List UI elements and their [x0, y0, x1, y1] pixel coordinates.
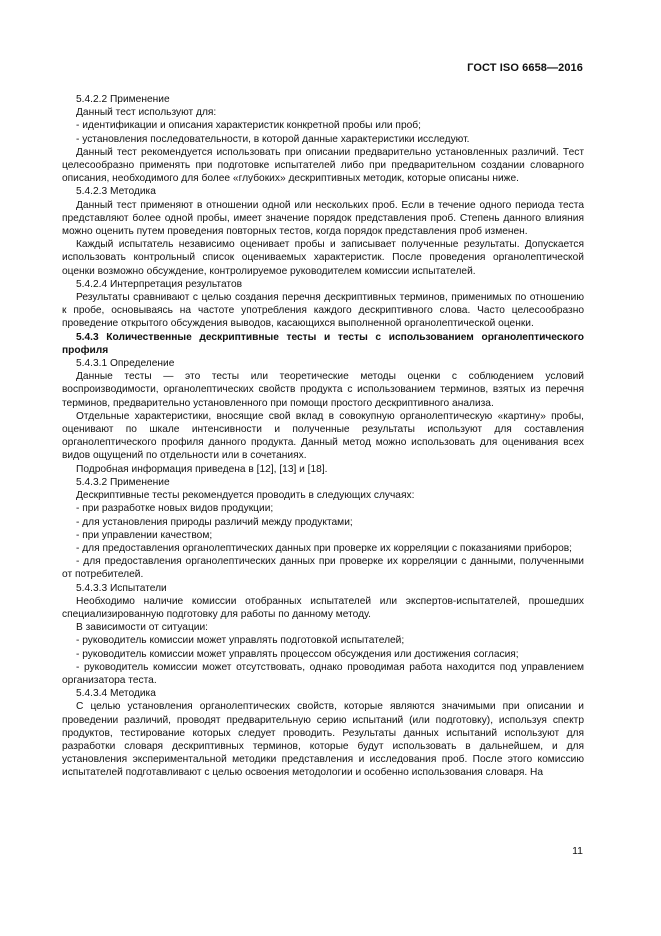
list-item: - идентификации и описания характеристик конкретной пробы или проб; — [76, 120, 421, 132]
document-body — [62, 93, 584, 780]
section-heading: 5.4.3.4 Методика — [76, 688, 156, 700]
paragraph: Подробная информация приведена в [12], [13] и [18]. — [76, 463, 328, 475]
section-heading: 5.4.2.4 Интерпретация результатов — [76, 278, 243, 290]
paragraph: Данные тесты — это тесты или теоретические методы оценки с соблюдением условий воспроизводимости, органолептических свойств продукта с использованием терминов, взятых из перечня терминов, предварительно установленного при помощи простого дескриптивного анализа. — [62, 371, 584, 409]
paragraph: С целью установления органолептических свойств, которые являются значимыми при описании и проведении различий, проводят предварительную серию испытаний (или подготовку), используя спектр продуктов, тестирование которых следует проводить. Результаты данных испытаний используют для разработки словаря дескриптивных терминов, которые будут использовать в дальнейшем, и для установления экспериментальной методики представления и исследования проб. После этого комиссию испытателей подготавливают с целью освоения методологии и особенно использования словаря. На — [62, 701, 584, 779]
list-item: - руководитель комиссии может отсутствовать, однако проводимая работа находится под управлением организатора теста. — [62, 661, 584, 686]
paragraph: Результаты сравнивают с целью создания перечня дескриптивных терминов, применимых по отношению к пробе, основываясь на частоте употребления каждого дескриптивного слова. Часто целесообразно проведение открытого обсуждения выводов, касающихся выполненной органолептической оценки. — [62, 292, 584, 330]
section-heading: 5.4.3.3 Испытатели — [76, 582, 167, 594]
paragraph: Данный тест применяют в отношении одной или нескольких проб. Если в течение одного периода теста представляют более одной пробы, имеет значение порядок представления проб. Степень данного влияния можно оценить путем проведения повторных тестов, когда порядок представления проб изменен. — [62, 199, 584, 238]
list-item: - установления последовательности, в которой данные характеристики исследуют. — [76, 133, 470, 145]
paragraph: Отдельные характеристики, вносящие свой вклад в совокупную органолептическую «картину» пробы, оценивают по шкале интенсивности и полученные результаты используют для составления органолептического профиля данного продукта. Данный метод можно использовать для оценивания всех видов ощущений по отдельности или в сочетаниях. — [62, 410, 584, 462]
section-heading: 5.4.3.1 Определение — [76, 358, 175, 370]
list-item: - руководитель комиссии может управлять процессом обсуждения или достижения согласия; — [76, 648, 519, 660]
list-item: - руководитель комиссии может управлять подготовкой испытателей; — [76, 635, 405, 647]
list-item: - для предоставления органолептических данных при проверке их корреляции с показаниями приборов; — [76, 542, 572, 554]
list-item: - для предоставления органолептических данных при проверке их корреляции с данными, полученными от потребителей. — [62, 556, 584, 581]
paragraph: Дескриптивные тесты рекомендуется проводить в следующих случаях: — [76, 490, 415, 502]
document-header: ГОСТ ISO 6658—2016 — [467, 62, 583, 74]
subsection-title: 5.4.3 Количественные дескриптивные тесты и тесты с использованием органолептического профиля — [62, 331, 584, 356]
paragraph: Данный тест рекомендуется использовать при описании предварительно установленных различий. Тест целесообразно применять при подготовке испытателей либо при предварительном создании словарного описания, необходимого для более «глубоких» дескриптивных методик, которые описаны ниже. — [62, 146, 584, 185]
page-number: 11 — [572, 845, 583, 857]
list-item: - при разработке новых видов продукции; — [76, 503, 274, 515]
paragraph: Данный тест используют для: — [76, 107, 217, 119]
list-item: - для установления природы различий между продуктами; — [76, 516, 353, 528]
section-heading: 5.4.2.3 Методика — [76, 186, 156, 198]
paragraph: Каждый испытатель независимо оценивает пробы и записывает полученные результаты. Допускается использовать контрольный список оцениваемых характеристик. После проведения органолептической оценки возможно обсуждение, контролируемое руководителем комиссии испытателей. — [62, 239, 584, 277]
list-item: - при управлении качеством; — [76, 529, 213, 541]
section-heading: 5.4.2.2 Применение — [76, 94, 170, 105]
paragraph: Необходимо наличие комиссии отобранных испытателей или экспертов-испытателей, прошедших специализированную подготовку для работы по данному методу. — [62, 595, 584, 620]
paragraph: В зависимости от ситуации: — [76, 622, 208, 634]
section-heading: 5.4.3.2 Применение — [76, 476, 170, 488]
